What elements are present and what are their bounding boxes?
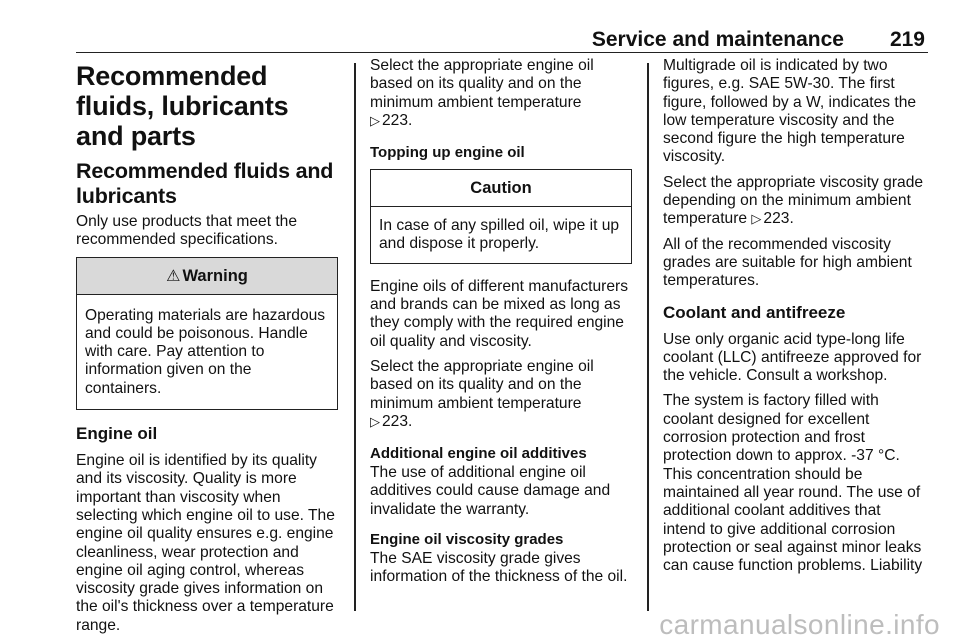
paragraph: The system is factory filled with coolant designed for excellent corrosion protection and frost protection down to approx. -37 °C. This concentration should be maintained all year round. The use of additional coolant additives that intend to give additional corrosion protection or seal against minor leaks can cause function problems. Liability bbox=[663, 392, 923, 575]
engine-oil-heading: Engine oil bbox=[76, 424, 158, 444]
warning-text: Operating materials are hazardous and could be poisonous. Handle with care. Pay attention to information given on the containers. bbox=[85, 306, 326, 397]
viscosity-heading: Engine oil viscosity grades bbox=[370, 531, 564, 549]
page-reference[interactable]: 223. bbox=[382, 111, 413, 129]
column-divider bbox=[647, 63, 649, 611]
watermark: carmanualsonline.info bbox=[659, 609, 940, 640]
column-2 bbox=[370, 57, 632, 594]
additives-heading: Additional engine oil additives bbox=[370, 445, 587, 463]
section-heading: Recommended fluids and lubricants bbox=[76, 159, 334, 208]
column-3 bbox=[663, 57, 927, 582]
engine-oil-paragraph: Engine oil is identified by its quality and its viscosity. Quality is more important than viscosity when selecting which engine oil to use. The engine oil quality ensures e.g. engine cleanliness, wear protection and engine oil aging control, whereas viscosity grade gives information on the oil's thickness over a temperature range. bbox=[76, 452, 335, 634]
section-title: Service and maintenance bbox=[591, 28, 844, 51]
warning-title: Warning bbox=[182, 266, 248, 285]
page-reference[interactable]: 223. bbox=[763, 210, 794, 228]
paragraph: Select the appropriate engine oil based on its quality and on the minimum ambient temperature ▷ 223. bbox=[370, 57, 594, 129]
page-reference[interactable]: 223. bbox=[382, 412, 413, 430]
page-header bbox=[76, 26, 928, 53]
paragraph: Multigrade oil is indicated by two figures, e.g. SAE 5W-30. The first figure, followed by a W, indicates the low temperature viscosity and the second figure the high temperature viscosity. bbox=[663, 57, 917, 166]
page-reference-icon[interactable]: ▷ bbox=[370, 413, 380, 429]
intro-paragraph: Only use products that meet the recommended specifications. bbox=[76, 213, 298, 249]
page-reference-icon[interactable]: ▷ bbox=[370, 112, 380, 128]
paragraph: The SAE viscosity grade gives information of the thickness of the oil. bbox=[370, 550, 628, 586]
caution-box bbox=[370, 169, 632, 264]
page-reference-icon[interactable]: ▷ bbox=[751, 211, 762, 227]
paragraph: Select the appropriate viscosity grade depending on the minimum ambient temperature ▷ 223. bbox=[663, 173, 924, 228]
warning-box-header bbox=[77, 258, 337, 295]
chapter-heading: Recommended fluids, lubricants and parts bbox=[76, 61, 289, 151]
warning-box bbox=[76, 257, 338, 410]
column-1 bbox=[76, 57, 338, 642]
caution-text: In case of any spilled oil, wipe it up and dispose it properly. bbox=[379, 217, 620, 253]
paragraph: Engine oils of different manufacturers and brands can be mixed as long as they comply with the required engine oil quality and viscosity. bbox=[370, 277, 629, 350]
coolant-heading: Coolant and antifreeze bbox=[663, 302, 846, 322]
topping-up-heading: Topping up engine oil bbox=[370, 144, 525, 162]
page-number: 219 bbox=[889, 28, 925, 51]
paragraph: All of the recommended viscosity grades are suitable for high ambient temperatures. bbox=[663, 235, 912, 290]
warning-triangle-icon: ⚠ bbox=[166, 267, 181, 285]
paragraph: Use only organic acid type-long life coolant (LLC) antifreeze approved for the vehicle. Consult a workshop. bbox=[663, 330, 922, 385]
paragraph: Select the appropriate engine oil based on its quality and on the minimum ambient temperature ▷ 223. bbox=[370, 357, 594, 430]
column-divider bbox=[354, 63, 356, 611]
paragraph: The use of additional engine oil additives could cause damage and invalidate the warranty. bbox=[370, 464, 611, 518]
caution-title: Caution bbox=[371, 170, 631, 207]
